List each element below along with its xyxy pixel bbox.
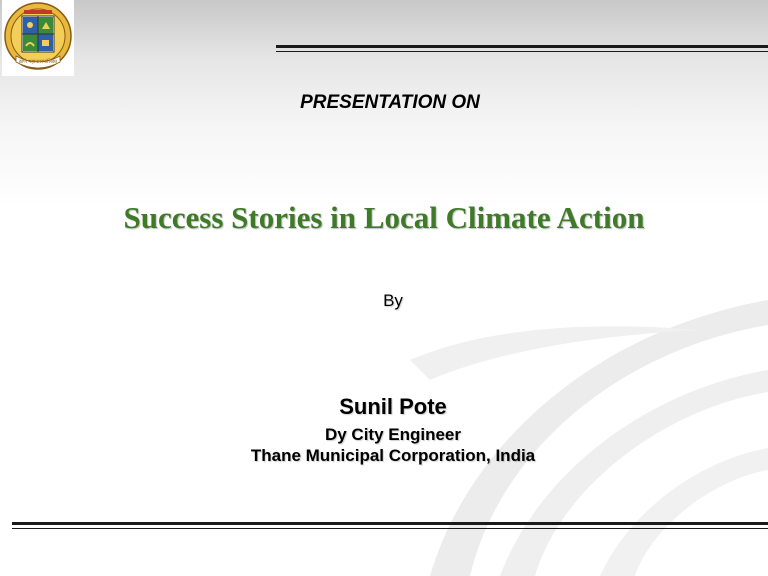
header-rule-thick: [276, 45, 768, 48]
logo-motto: ठाणे महानगरपालिका: [19, 59, 57, 65]
presenter-name: Sunil Pote: [339, 394, 447, 419]
by-label: By: [383, 291, 403, 310]
footer-rule-thick: [12, 522, 768, 525]
municipal-emblem-icon: [2, 0, 74, 76]
presenter-role: Dy City Engineer: [324, 425, 462, 444]
header-rule-thin: [276, 51, 768, 52]
presentation-on-label: PRESENTATION ON: [300, 92, 480, 113]
slide-title: Success Stories in Local Climate Action: [123, 200, 645, 235]
presenter-organization: Thane Municipal Corporation, India: [250, 446, 536, 465]
footer-rule-thin: [12, 528, 768, 529]
